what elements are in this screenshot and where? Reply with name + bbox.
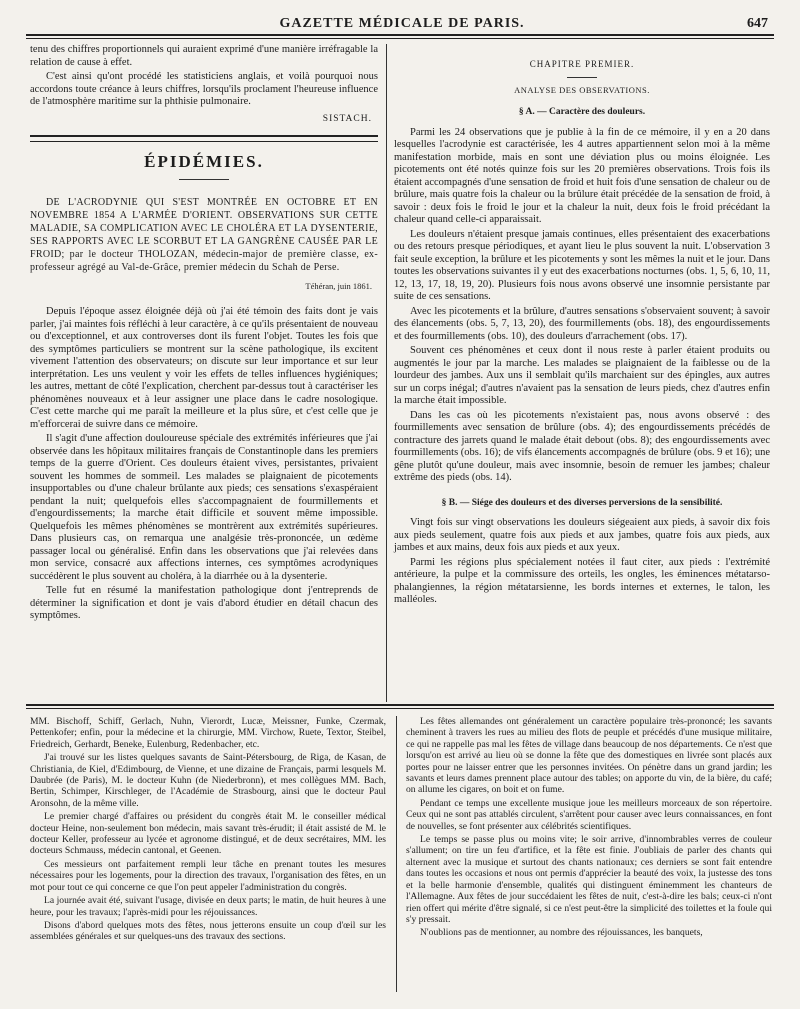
right-column — [394, 44, 770, 607]
page-number: 647 — [747, 16, 768, 31]
body-paragraph: J'ai trouvé sur les listes quelques savants de Saint-Pétersbourg, de Riga, de Kasan, de Christiania, de Kiel, d'Edimbourg, de Vienne, et une dizaine de Français, parmi lesquels M. Daubrée (de Paris), M. le docteur Kuhn (de Niederbronn), et mes collègues MM. Bach, Bertin, Schimper, Kirschleger, de l'Académie de Strasbourg, ainsi que le docteur Paul Aronsohn, de la même ville. — [30, 752, 386, 809]
body-paragraph: Les fêtes allemandes ont généralement un caractère populaire très-prononcé; les savants cheminent à travers les rues au milieu des flots de peuple et précédés d'une musique militaire, ce qui ne rappelle pas mal les fêtes de village dans beaucoup de nos départements. Ce n'est que lorsqu'on est arrivé au lieu où se donne la fête que des domestiques en livrée sont placés aux portes pour ne laisser entrer que les personnes invitées. On pénètre dans un grand jardin; les savants et leurs dames prennent place autour des tables; on apporte du vin, de la bière, du café; on allume les cigares, on boit et on fume. — [406, 716, 772, 796]
body-paragraph: Dans les cas où les picotements n'existaient pas, nous avons observé : des fourmillements avec sensation de brûlure (obs. 4); des engourdissements précédés de contracture des jarrets quand le malade était debout (obs. 8); des engourdissements avec fourmillements (obs. 16); de vifs élancements accompagnés de brûlure (obs. 9 et 16); une gêne plutôt qu'une douleur, mais avec insomnie, besoin de remuer les jambes; chaleur extrême des pieds (obs. 14). — [394, 409, 770, 483]
page-header — [30, 14, 774, 36]
page-split-rule-thin — [26, 708, 774, 709]
body-paragraph: N'oublions pas de mentionner, au nombre des réjouissances, les banquets, — [420, 927, 703, 939]
short-rule — [567, 77, 597, 78]
body-paragraph: Parmi les régions plus spécialement notées il faut citer, aux pieds : l'extrémité antérieure, la pulpe et la commissure des orteils, les ongles, les éminences métatarso-phalangiennes, la région métatarsienne, les bords internes et externes, le talon, les malléoles. — [394, 556, 770, 605]
body-paragraph: Les douleurs n'étaient presque jamais continues, elles présentaient des exacerbations ou des retours presque périodiques, et ayant lieu le plus souvent la nuit. L'observation 3 fait seule exception, la brûlure et les picotements y sont les mêmes la nuit et le jour. Dans toutes les observations suivantes il y eut des exacerbations nocturnes (obs. 1, 5, 6, 10, 11, 12, 13, 17, 18, 19, 20). Plusieurs fois nous avons observé une insomnie persistante par suite de ces sensations. — [394, 228, 770, 302]
short-rule — [179, 179, 229, 180]
article-heading: DE L'ACRODYNIE QUI S'EST MONTRÉE EN OCTOBRE ET EN NOVEMBRE 1854 A L'ARMÉE D'ORIENT. OBSERVATIONS SUR CETTE MALADIE, SA COMPLICATION AVEC LE CHOLÉRA ET LA DYSENTERIE, SES RAPPORTS AVEC LE SCORBUT ET LA GANGRÈNE CAUSÉE PAR LE FROID; par le docteur THOLOZAN, médecin-major de première classe, ex-professeur agrégé au Val-de-Grâce, premier médecin du Schah de Perse. — [30, 196, 378, 273]
page-split-rule — [26, 704, 774, 706]
section-b-heading: § B. — Siége des douleurs et des diverses perversions de la sensibilité. — [441, 497, 723, 508]
section-separator — [30, 135, 378, 142]
body-paragraph: Il s'agit d'une affection douloureuse spéciale des extrémités inférieures que j'ai observée dans les hôpitaux militaires français de Constantinople dans les premiers temps de la guerre d'Orient. Ces douleurs étaient vives, persistantes, privaient souvent les hommes de sommeil. Les malades se plaignaient de picotements insupportables ou d'une chaleur brûlante aux pieds; ces sensations s'exaspéraient pendant la nuit; quelquefois elles s'accompagnaient de fourmillements et d'engourdissements; la marche était difficile et souvent même impossible. Quelquefois les mêmes phénomènes se montrèrent aux extrémités supérieures. Dans plusieurs cas, on remarqua une analgésie très-prononcée, un œdème passager local ou généralisé. Enfin dans les observations que j'ai relevées dans mon service, consacré aux affections internes, ces symptômes acrodyniques succédèrent le plus souvent au choléra, à la diarrhée ou à la dysenterie. — [30, 433, 378, 582]
body-paragraph: Souvent ces phénomènes et ceux dont il nous reste à parler étaient produits ou augmentés le jour par la marche. Les malades se plaignaient de la faiblesse ou de la lourdeur des jambes. Aux uns il semblait qu'ils marchaient sur des épingles, aux autres sur un corps inégal; d'autres n'avaient pas la sensation de leurs pieds, chez d'autres enfin la marche était impossible. — [394, 345, 770, 406]
body-paragraph: Disons d'abord quelques mots des fêtes, nous jetterons ensuite un coup d'œil sur les assemblées générales et sur quelques-uns des travaux des sections. — [30, 919, 386, 943]
header-rule-thin — [26, 38, 774, 39]
body-paragraph: Telle fut en résumé la manifestation pathologique dont j'entreprends de déterminer la signification et dont je vais d'abord étudier en détail chacun des symptômes. — [30, 585, 378, 621]
body-paragraph: Ces messieurs ont parfaitement rempli leur tâche en prenant toutes les mesures nécessaires pour les logements, pour la direction des travaux, l'organisation des fêtes, en un mot pour tout ce qui concerne ce que l'on peut appeler l'administration du congrès. — [30, 858, 386, 893]
intro-paragraph: C'est ainsi qu'ont procédé les statisticiens anglais, et voilà pourquoi nous accordons toute créance à leurs chiffres, lorsqu'ils proclament l'heureuse influence de l'atmosphère maritime sur la phthisie pulmonaire. — [30, 71, 378, 107]
body-paragraph: Depuis l'époque assez éloignée déjà où j'ai été témoin des faits dont je vais parler, j'ai maintes fois réfléchi à leur caractère, à ce qu'ils présentaient de nouveau ou d'exceptionnel, et aux controverses dont ils furent l'objet. Toutes les fois que des symptômes particuliers se montrent sur la scène pathologique, ils excitent vivement l'attention des observateurs; on discute sur leur importance et sur leur interprétation. Les uns veulent y voir les effets de telles influences hygiéniques; les autres, mettant de côté l'explication, cherchent par-dessus tout à caractériser les phénomènes nouveaux et à leur assigner une place dans le cadre nosologique. C'est cette marche qui me paraît la meilleure et la plus sûre, et c'est celle que je m'efforcerai de suivre dans ce mémoire. — [30, 306, 378, 430]
section-a-heading: § A. — Caractère des douleurs. — [518, 107, 646, 117]
section-title: ÉPIDÉMIES. — [144, 152, 264, 171]
bottom-right-column — [406, 716, 772, 939]
body-paragraph: Le temps se passe plus ou moins vite; le soir arrive, d'innombrables verres de couleur s'allument; on tire un feu d'artifice, et la fête est finie. J'oubliais de parler des chants qui alternent avec la musique et surtout des chants nationaux; ces derniers se sont fait entendre dans toutes les occasions et nous ont permis d'apprécier la beauté des voix, la justesse des tons et la belle harmonie d'ensemble, qualités qui distinguent éminemment les chanteurs de l'Allemagne. Aux fêtes de jour succédaient les fêtes de nuit, c'est-à-dire les bals; ceux-ci n'ont rien offert qui mérite d'être signalé, si ce n'est peut-être la simplicité des toilettes et la foule qui s'y pressait. — [406, 834, 772, 925]
body-paragraph: Pendant ce temps une excellente musique joue les meilleurs morceaux de son répertoire. Ceux qui ne sont pas attablés circulent, s'arrêtent pour causer avec leurs connaissances, en font de nouvelles, se font présenter aux célébrités scientifiques. — [406, 797, 772, 832]
journal-title: GAZETTE MÉDICALE DE PARIS. — [279, 16, 525, 31]
body-paragraph: La journée avait été, suivant l'usage, divisée en deux parts; le matin, de huit heures à une heure, pour les travaux; l'après-midi pour les réjouissances. — [30, 895, 386, 918]
body-paragraph: Vingt fois sur vingt observations les douleurs siégeaient aux pieds, à savoir dix fois aux pieds seulement, quatre fois aux pieds et aux jambes, quatre fois aux pieds, aux jambes et aux mains, deux fois aux pieds et aux yeux. — [394, 517, 770, 553]
subchapter-heading: ANALYSE DES OBSERVATIONS. — [514, 84, 650, 95]
body-paragraph: Le premier chargé d'affaires ou président du congrès était M. le conseiller médical docteur Heine, non-seulement bon médecin, mais savant très-érudit; il était assisté de M. le docteur Keller, professeur au lycée et agronome distingué, et de deux secrétaires, MM. les docteurs Schmauss, médecin cantonal, et Geenen. — [30, 811, 386, 857]
bottom-column-divider — [396, 716, 397, 992]
body-paragraph: MM. Bischoff, Schiff, Gerlach, Nuhn, Vierordt, Lucæ, Meissner, Funke, Czermak, Pettenkofer; enfin, pour la médecine et la chirurgie, MM. Virchow, Ruete, Textor, Steibel, Friedreich, Gerhardt, Beneke, Eulenburg, Redenbacher, etc. — [30, 716, 386, 750]
body-paragraph: Avec les picotements et la brûlure, d'autres sensations s'observaient souvent; à savoir des élancements (obs. 5, 7, 13, 20), des fourmillements (obs. 18), des engourdissements et des fourmillements (obs. 10), des douleurs d'arrachement (obs. 17). — [394, 305, 770, 342]
intro-paragraph: tenu des chiffres proportionnels qui auraient exprimé d'une manière irréfragable la relation de cause à effet. — [30, 44, 378, 68]
body-paragraph: Parmi les 24 observations que je publie à la fin de ce mémoire, il y en a 20 dans lesquelles l'acrodynie est caractérisée, les 4 autres appartiennent selon moi à la même manifestation morbide, mais en sont une déviation plus ou moins éloignée. Les picotements ont été notés quinze fois sur les 20 premières observations. Trois fois ils étaient accompagnés d'une sensation de froid et huit fois d'une sensation de chaleur ou de brûlure, mais quatre fois la chaleur ou la brûlure était précédée de la sensation de froid, à savoir : deux fois le froid le jour et la chaleur la nuit, deux fois le froid précédant la chaleur quand celle-ci apparaissait. — [394, 126, 770, 225]
bottom-left-column — [30, 716, 386, 943]
chapter-heading: CHAPITRE PREMIER. — [529, 59, 635, 69]
header-rule — [26, 34, 774, 36]
dateline: Téhéran, juin 1861. — [305, 280, 372, 291]
author-signature: SISTACH. — [322, 113, 372, 124]
column-divider — [386, 44, 387, 702]
left-column — [30, 44, 378, 623]
